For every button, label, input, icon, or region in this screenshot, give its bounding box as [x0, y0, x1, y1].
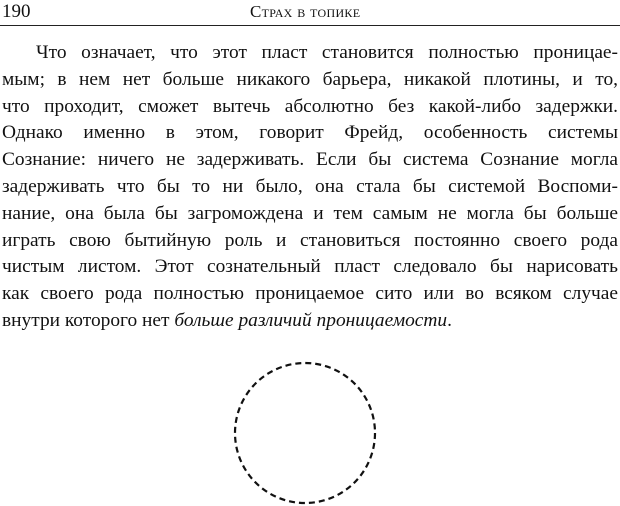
- text-segment: .: [447, 309, 452, 331]
- text-line-last: [2, 308, 618, 335]
- text-segment: внутри которого нет: [2, 309, 175, 331]
- body-paragraph: [2, 40, 618, 335]
- text-line: Однако именно в этом, говорит Фрейд, особенность системы: [2, 122, 618, 144]
- text-line: чистым листом. Этот сознательный пласт следовало бы нарисовать: [2, 256, 618, 278]
- dashed-circle-figure: [232, 360, 378, 506]
- header-rule: [0, 25, 620, 26]
- text-line: играть свою бытийную роль и становиться постоянно своего рода: [2, 229, 618, 251]
- text-line: как своего рода полностью проницаемое сито или во всяком случае: [2, 283, 618, 305]
- text-line: Сознание: ничего не задерживать. Если бы система Сознание могла: [2, 149, 618, 171]
- text-line: задерживать что бы то ни было, она стала бы системой Воспоми-: [2, 175, 618, 197]
- text-line: мым; в нем нет больше никакого барьера, никакой плотины, и то,: [2, 68, 618, 90]
- text-line: что проходит, сможет вытечь абсолютно без какой-либо задержки.: [2, 95, 618, 117]
- emphasized-text: больше различий проницаемости: [174, 309, 448, 331]
- page-number: 190: [2, 1, 31, 22]
- running-title: Страх в топике: [250, 2, 361, 21]
- text-line: Что означает, что этот пласт становится полностью проницае-: [36, 42, 618, 63]
- dashed-circle: [235, 363, 375, 503]
- page-header: [0, 0, 620, 26]
- text-line: нание, она была бы загромождена и тем самым не могла бы больше: [2, 202, 618, 224]
